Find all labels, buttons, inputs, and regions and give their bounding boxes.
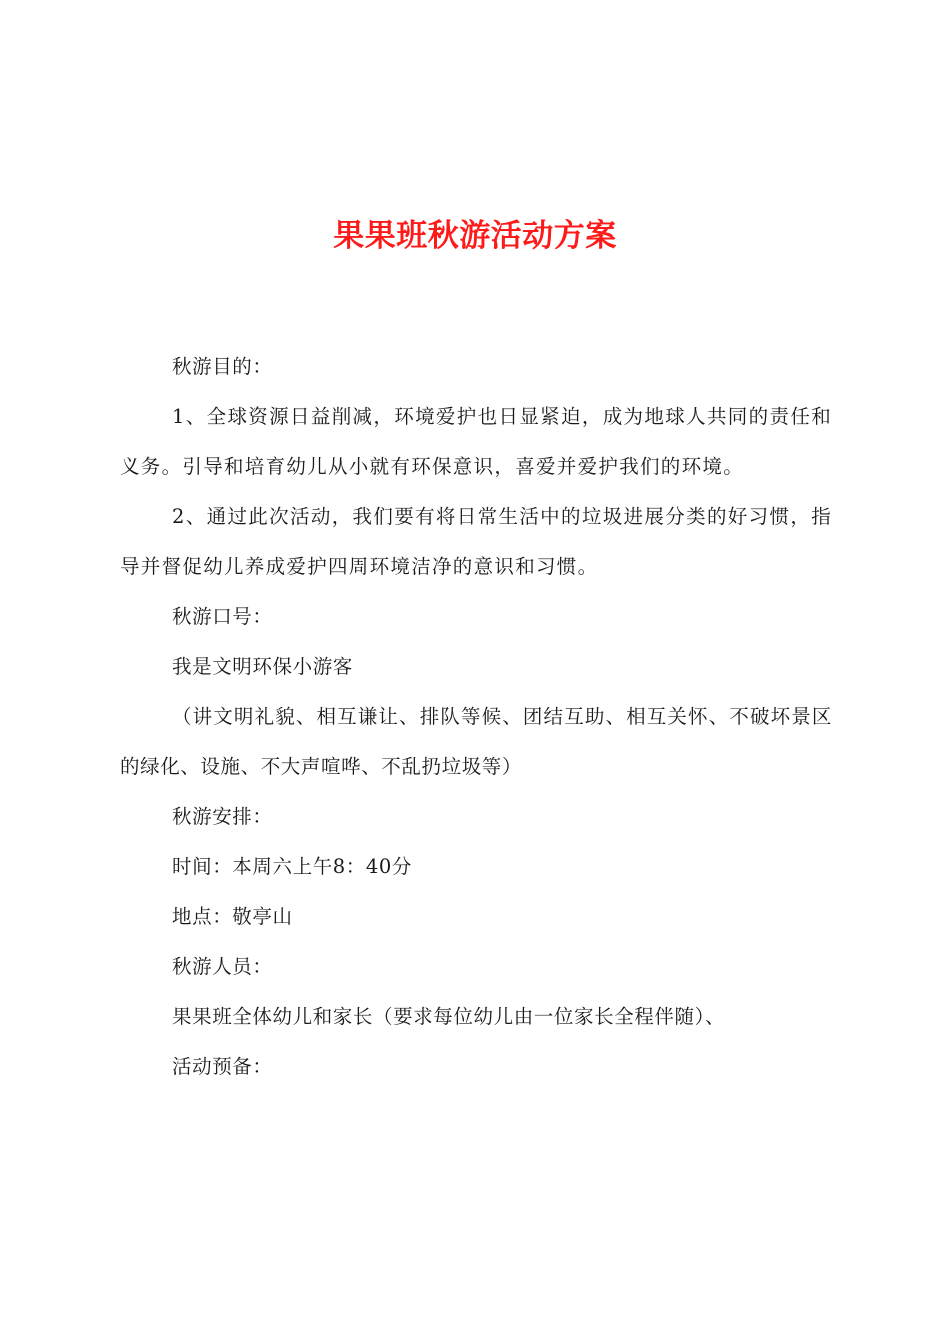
paragraph-purpose-heading: 秋游目的： — [172, 355, 273, 378]
paragraph-slogan: 我是文明环保小游客 — [172, 655, 353, 678]
paragraph-location: 地点：敬亭山 — [172, 905, 293, 928]
paragraph-purpose-1: 1、全球资源日益削减，环境爱护也日显紧迫，成为地球人共同的责任和义务。引导和培育幼儿从小就有环保意识，喜爱并爱护我们的环境。 — [120, 405, 832, 478]
paragraph-arrangement-heading: 秋游安排： — [172, 805, 273, 828]
paragraph-purpose-2: 2、通过此次活动，我们要有将日常生活中的垃圾进展分类的好习惯，指导并督促幼儿养成爱护四周环境洁净的意识和习惯。 — [120, 505, 832, 578]
paragraph-time: 时间：本周六上午8：40分 — [172, 855, 413, 878]
paragraph-slogan-heading: 秋游口号： — [172, 605, 273, 628]
document-body — [120, 342, 832, 1092]
paragraph-participants: 果果班全体幼儿和家长（要求每位幼儿由一位家长全程伴随）、 — [172, 1005, 726, 1028]
document-title: 果果班秋游活动方案 — [333, 218, 617, 254]
paragraph-preparation-heading: 活动预备： — [172, 1055, 273, 1078]
paragraph-slogan-detail: （讲文明礼貌、相互谦让、排队等候、团结互助、相互关怀、不破坏景区的绿化、设施、不大声喧哗、不乱扔垃圾等） — [120, 705, 832, 778]
paragraph-participants-heading: 秋游人员： — [172, 955, 273, 978]
